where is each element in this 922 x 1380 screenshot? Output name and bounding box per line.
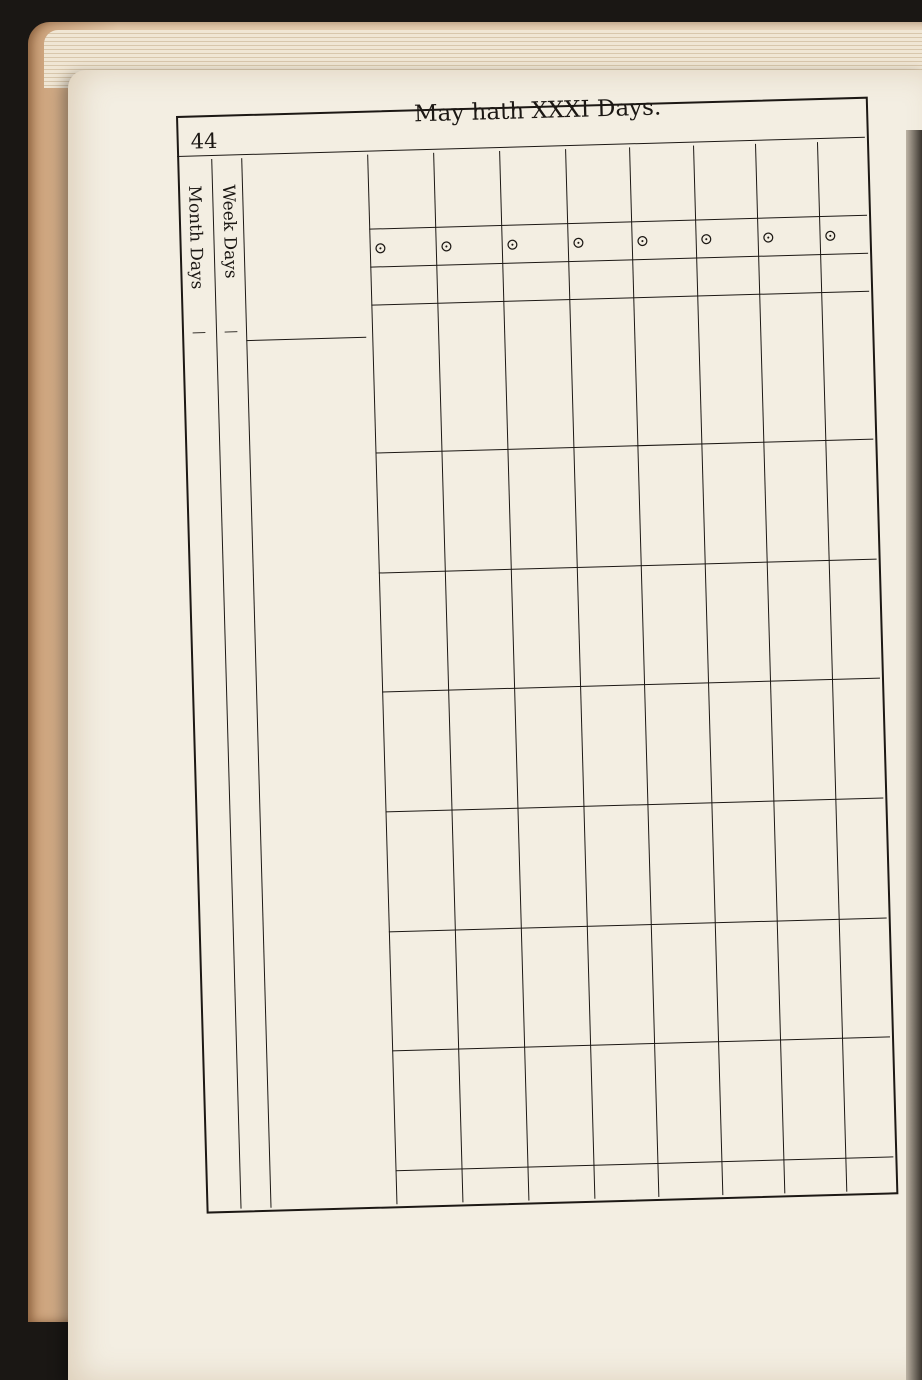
page-title: May hath XXXI Days.: [413, 94, 662, 128]
dash-mark: —: [191, 324, 207, 341]
page-number: 44: [190, 128, 218, 154]
sun-symbol: ⊙: [635, 230, 650, 251]
almanac-table: [176, 94, 896, 1216]
sun-symbol: ⊙: [571, 232, 586, 252]
sun-symbol: ⊙: [761, 227, 776, 247]
sun-symbol: ⊙: [505, 234, 520, 254]
sun-symbol: ⊙: [439, 236, 454, 256]
facing-page-strip: [906, 130, 922, 1380]
month-days-header: Month Days: [183, 185, 207, 290]
week-days-header: Week Days: [217, 184, 241, 279]
dash-mark: —: [223, 323, 239, 340]
sun-symbol: ⊙: [823, 225, 838, 245]
sun-symbol: ⊙: [699, 229, 714, 249]
sun-symbol: ⊙: [373, 238, 388, 258]
